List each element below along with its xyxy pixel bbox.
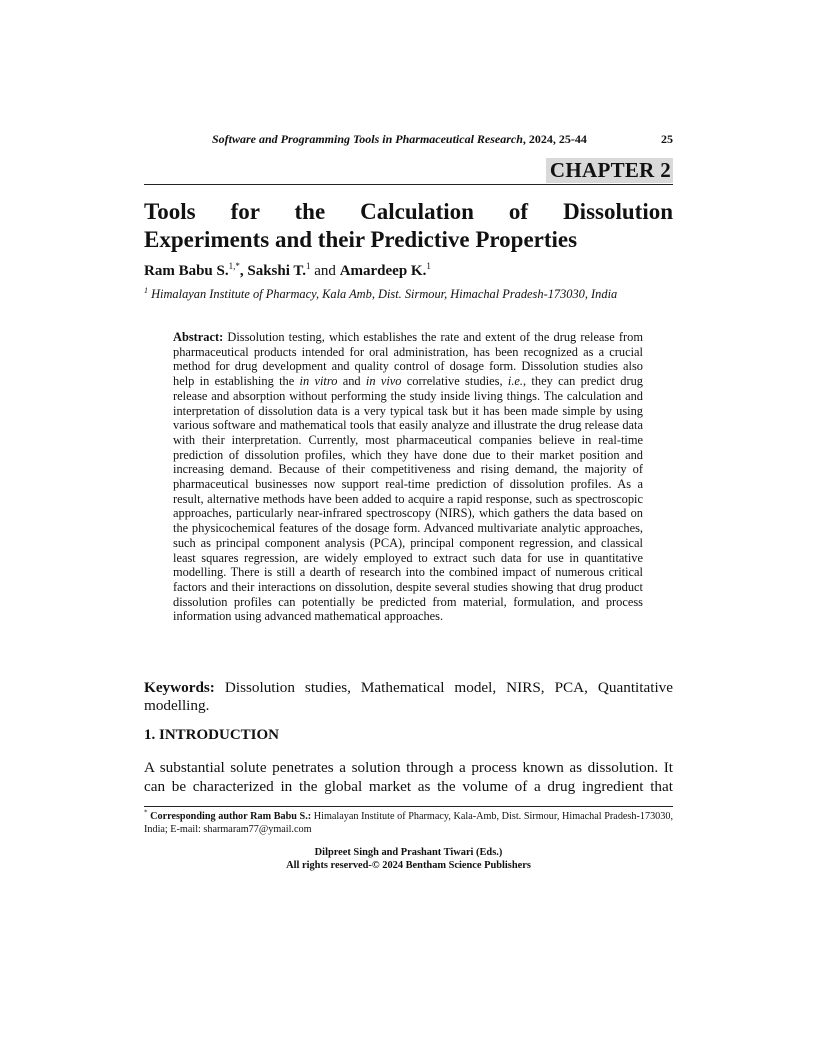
editors-line: Dilpreet Singh and Prashant Tiwari (Eds.) — [314, 847, 503, 858]
chapter-banner — [144, 158, 673, 185]
abstract-text: Dissolution testing, which establishes the rate and extent of the drug release from pharmaceutical products intended for oral administration, has been recognized as a crucial method for drug development and quality control of dosage form. Dissolution studies also help in establishing the — [173, 330, 643, 389]
footnote-mark: * — [144, 808, 148, 817]
author-separator: , — [239, 263, 248, 279]
abstract-text: , they can predict drug release and absorption without performing the study inside living things. The calculation and interpretation of dissolution data is a very typical task but it has been made simple by using various software and mathematical tools that easily analyze and illustrate the drug release data with their interpretation. Currently, most pharmaceutical companies believe in real-time prediction of dissolution profiles, which they have done due to their market position and increasing demand. Because of their competitiveness and rising demand, the majority of pharmaceutical businesses now support real-time prediction of dissolution profiles. As a result, alternative methods have been added to acquire a rapid response, such as spectroscopic approaches, particularly near-infrared spectroscopy (NIRS), which gathers the data based on the physicochemical features of the dosage form. Advanced multivariate analytic approaches, such as principal component analysis (PCA), principal component regression, and classical least squares regression, are widely employed to extract such data for use in quantitative modelling. There is still a dearth of research into the combined impact of numerous critical factors and their interactions on dissolution, despite several studies showing that drug product dissolution profiles can potentially be predicted from material, formulation, and process information using advanced mathematical approaches. — [173, 374, 643, 624]
title-line-1: Tools for the Calculation of Dissolution — [144, 199, 673, 224]
chapter-label: CHAPTER 2 — [546, 158, 673, 183]
author-name: Sakshi T. — [247, 263, 307, 279]
abstract-label: Abstract: — [173, 330, 224, 344]
affiliation-mark: 1 — [144, 285, 148, 295]
footnote-divider — [144, 806, 673, 807]
page-number: 25 — [661, 132, 673, 146]
affiliation — [144, 287, 673, 302]
keywords-text: Dissolution studies, Mathematical model, NIRS, PCA, Quantitative modelling. — [144, 679, 673, 714]
journal-citation — [212, 132, 587, 147]
author-list — [144, 262, 673, 280]
intro-paragraph: A substantial solute penetrates a solution through a process known as dissolution. It can be characterized in the global market as the volume of a drug ingredient that — [144, 759, 673, 795]
author-name: Ram Babu S. — [144, 263, 229, 279]
keywords-label: Keywords: — [144, 679, 215, 696]
publisher-block — [144, 846, 673, 872]
rights-line: All rights reserved-© 2024 Bentham Science Publishers — [286, 860, 531, 871]
author-affiliation-mark: 1 — [306, 261, 311, 271]
abstract-emphasis: in vivo — [365, 374, 402, 389]
abstract-text: correlative studies, — [401, 374, 508, 389]
author-affiliation-mark: 1,* — [228, 261, 240, 271]
author-affiliation-mark: 1 — [426, 261, 431, 271]
author-conjunction: and — [310, 263, 340, 279]
keywords — [144, 679, 673, 715]
abstract — [173, 330, 643, 624]
footnote-text: Himalayan Institute of Pharmacy, Kala-Amb, Dist. Sirmour, Himachal Pradesh-173030, India; E-mail: sharmaram77@ymail.com — [144, 811, 673, 835]
abstract-emphasis: in vitro — [299, 374, 338, 389]
footnote-label: Corresponding author Ram Babu S.: — [147, 811, 312, 822]
abstract-text: and — [337, 374, 366, 389]
footnote — [144, 810, 673, 836]
author-name: Amardeep K. — [339, 263, 427, 279]
affiliation-text: Himalayan Institute of Pharmacy, Kala Amb, Dist. Sirmour, Himachal Pradesh-173030, India — [148, 287, 618, 301]
chapter-title — [144, 198, 673, 254]
section-heading: 1. INTRODUCTION — [144, 727, 280, 743]
journal-name: Software and Programming Tools in Pharmaceutical Research — [212, 132, 523, 146]
title-line-2: Experiments and their Predictive Properties — [144, 227, 578, 252]
journal-year-pages: , 2024, 25-44 — [522, 132, 587, 146]
abstract-emphasis: i.e. — [507, 374, 524, 389]
